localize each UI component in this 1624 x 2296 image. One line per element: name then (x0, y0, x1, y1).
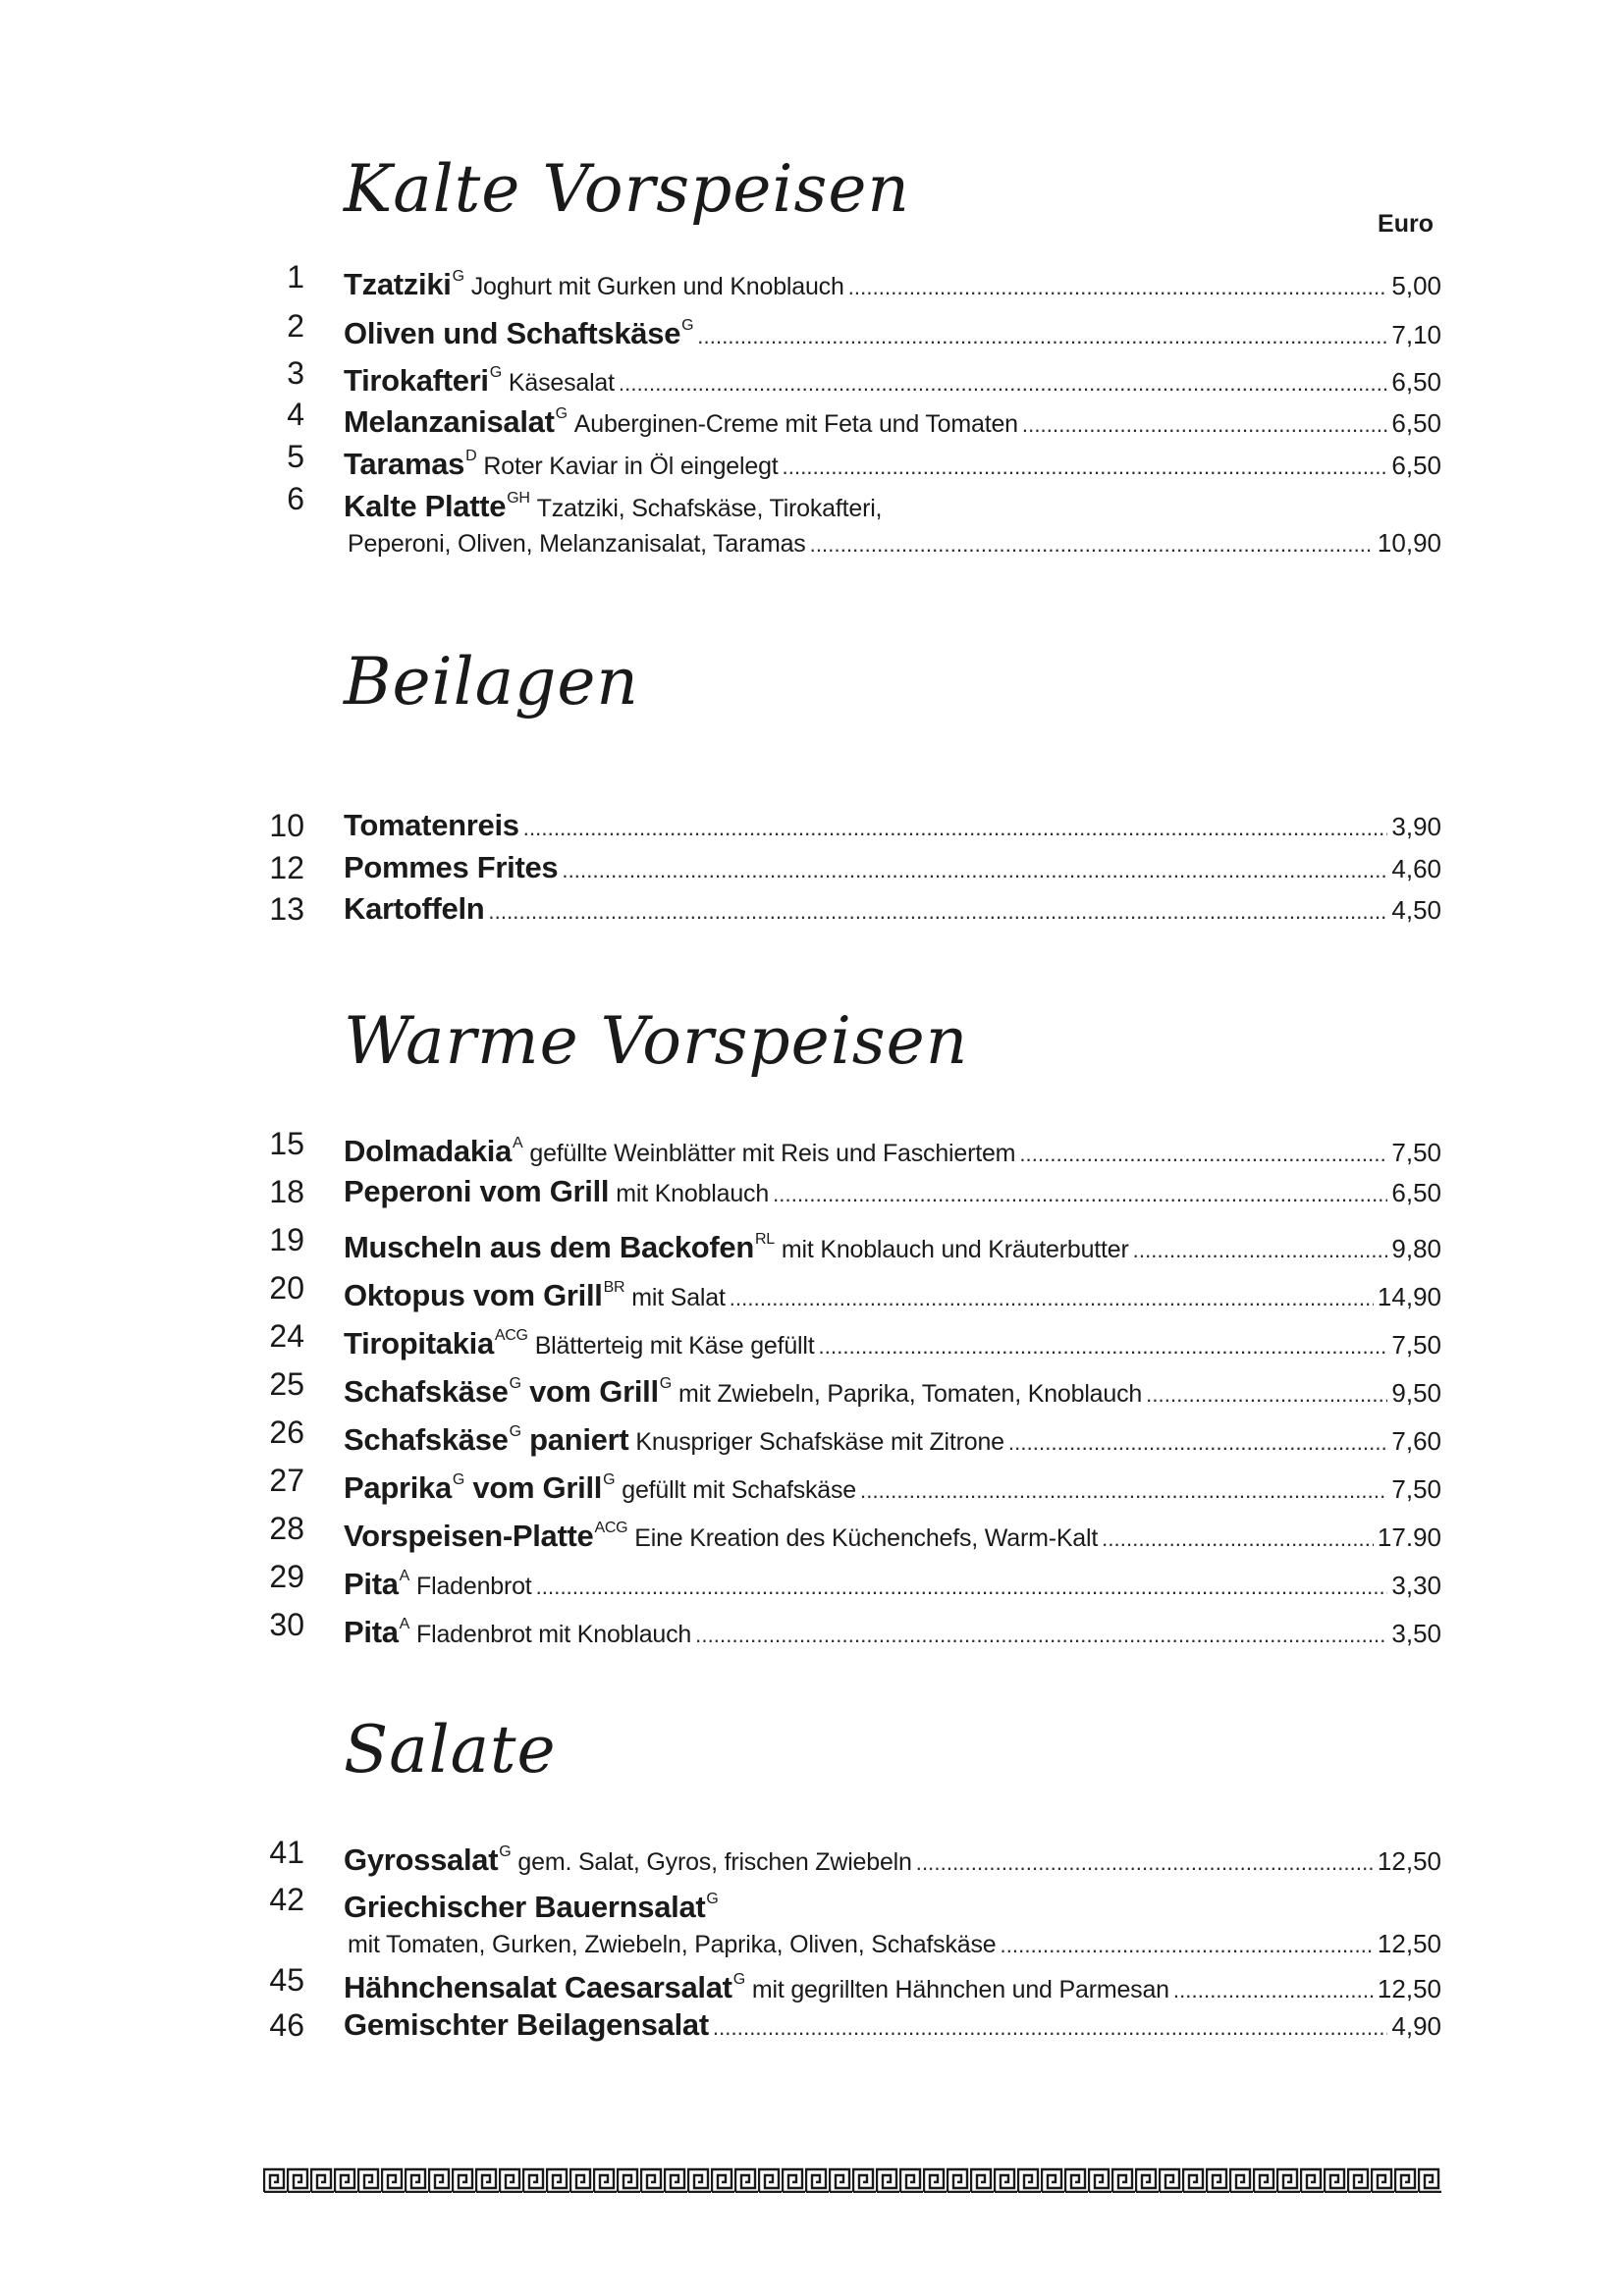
item-row (344, 439, 1441, 485)
item-number: 12 (269, 850, 304, 885)
item-name (344, 397, 568, 440)
item-name-text: Dolmadakia (344, 1134, 513, 1168)
allergen-code: G (732, 1971, 745, 1988)
item-name-text: Pita (344, 1567, 399, 1601)
item-row (344, 1222, 1441, 1268)
item-price: 9,80 (1391, 1234, 1441, 1263)
allergen-code: A (513, 1135, 523, 1151)
dot-leader (916, 1845, 1374, 1881)
item-row (344, 1962, 1441, 2008)
item-name (344, 1463, 615, 1506)
item-number: 6 (287, 481, 304, 516)
section-title-warme-vorspeisen: Warme Vorspeisen (344, 1003, 969, 1079)
allergen-code: G (555, 405, 568, 422)
item-description-continued: mit Tomaten, Gurken, Zwiebeln, Paprika, Oliven, Schafskäse (348, 1931, 997, 1958)
item-name (344, 481, 530, 524)
item-number: 15 (269, 1126, 304, 1161)
item-row (344, 1415, 1441, 1461)
item-number: 46 (269, 2007, 304, 2043)
item-name-text: Tzatziki (344, 267, 452, 301)
item-name-text: Muscheln aus dem Backofen (344, 1230, 755, 1264)
allergen-code: G (452, 268, 464, 285)
item-price: 5,00 (1391, 271, 1441, 300)
item-row (344, 1174, 1441, 1212)
item-description: Joghurt mit Gurken und Knoblauch (470, 273, 844, 300)
item-number: 19 (269, 1222, 304, 1257)
item-name (344, 1962, 745, 2005)
item-name (344, 1222, 775, 1265)
allergen-code: GH (507, 490, 530, 507)
item-name (344, 1318, 528, 1362)
item-number: 30 (269, 1607, 304, 1642)
item-price: 7,50 (1391, 1330, 1441, 1360)
allergen-code: A (399, 1616, 410, 1632)
item-number: 28 (269, 1511, 304, 1546)
allergen-code: G (706, 1891, 719, 1907)
item-name-text: Kartoffeln (344, 891, 485, 926)
item-price: 7,10 (1391, 320, 1441, 349)
section-title-kalte-vorspeisen: Kalte Vorspeisen (344, 151, 910, 227)
dot-leader (1008, 1425, 1388, 1461)
item-row (344, 1463, 1441, 1509)
allergen-code: G (509, 1375, 521, 1392)
item-description: Fladenbrot mit Knoblauch (416, 1621, 692, 1648)
item-description: mit Zwiebeln, Paprika, Tomaten, Knoblauch (677, 1380, 1143, 1408)
item-row (344, 808, 1441, 846)
allergen-code: G (452, 1471, 465, 1488)
item-name (344, 1511, 627, 1554)
item-number: 13 (269, 891, 304, 927)
item-name-text: Tomatenreis (344, 808, 519, 842)
item-name-text: Kalte Platte (344, 489, 507, 523)
item-name (344, 308, 693, 351)
item-name-text: Tiropitakia (344, 1326, 494, 1361)
item-name (344, 1270, 624, 1313)
dot-leader (860, 1473, 1387, 1509)
item-name-text: Vorspeisen-Platte (344, 1519, 594, 1553)
item-description: Auberginen-Creme mit Feta und Tomaten (573, 410, 1018, 438)
item-description: Roter Kaviar in Öl eingelegt (483, 453, 779, 480)
dot-leader (848, 270, 1388, 305)
item-number: 5 (287, 439, 304, 474)
item-description: Käsesalat (508, 369, 615, 397)
item-name-text: Paprika (344, 1470, 452, 1505)
item-name-text: Hähnchensalat Caesarsalat (344, 1970, 732, 2004)
item-row (344, 397, 1441, 443)
item-name (344, 1559, 409, 1602)
allergen-code-2: G (603, 1471, 616, 1488)
item-name (344, 891, 484, 927)
item-price: 3,90 (1391, 812, 1441, 841)
item-price: 10,90 (1377, 528, 1441, 558)
item-price: 4,90 (1391, 2011, 1441, 2041)
item-row (344, 1318, 1441, 1364)
allergen-code: RL (755, 1231, 775, 1248)
item-name (344, 850, 558, 885)
item-price: 4,60 (1391, 854, 1441, 883)
item-price: 17.90 (1377, 1522, 1441, 1552)
allergen-code: BR (603, 1279, 625, 1296)
item-row (344, 1366, 1441, 1413)
item-name (344, 1174, 609, 1209)
dot-leader (1019, 1137, 1387, 1172)
dot-leader (536, 1570, 1388, 1605)
item-row (344, 891, 1441, 930)
item-name-text: Schafskäse (344, 1422, 509, 1457)
item-price: 12,50 (1377, 1846, 1441, 1876)
dot-leader (1102, 1522, 1374, 1557)
dot-leader (713, 2010, 1388, 2046)
item-price: 7,50 (1391, 1474, 1441, 1504)
allergen-code: G (681, 317, 694, 334)
item-name-text-2: vom Grill (529, 1374, 659, 1409)
dot-leader (697, 319, 1387, 354)
item-name-text: Tirokafteri (344, 363, 489, 398)
item-number: 10 (269, 808, 304, 843)
item-description-continued: Peperoni, Oliven, Melanzanisalat, Taramas (348, 530, 806, 558)
item-name (344, 1415, 628, 1458)
dot-leader (1022, 407, 1388, 443)
item-row (344, 1559, 1441, 1605)
item-name (344, 1366, 672, 1410)
dot-leader (1173, 1973, 1374, 2008)
dot-leader (1146, 1377, 1387, 1413)
item-row (344, 259, 1441, 305)
item-row (344, 1511, 1441, 1557)
item-price: 7,50 (1391, 1138, 1441, 1167)
currency-header: Euro (1378, 210, 1434, 238)
item-row-continued (348, 525, 1441, 562)
item-row-continued (348, 1926, 1441, 1963)
item-number: 26 (269, 1415, 304, 1450)
item-name-text: Oliven und Schaftskäse (344, 316, 681, 350)
item-name (344, 2007, 709, 2043)
item-price: 12,50 (1377, 1974, 1441, 2003)
item-name-text: Melanzanisalat (344, 404, 555, 439)
item-number: 18 (269, 1174, 304, 1209)
item-description: Eine Kreation des Küchenchefs, Warm-Kalt (634, 1524, 1099, 1552)
allergen-code: ACG (494, 1327, 528, 1344)
item-name (344, 259, 464, 302)
item-description: mit gegrillten Hähnchen und Parmesan (751, 1976, 1169, 2003)
item-row (344, 1607, 1441, 1653)
item-number: 41 (269, 1835, 304, 1870)
item-name-text: Pita (344, 1615, 399, 1649)
dot-leader (810, 527, 1374, 562)
item-name-text: Oktopus vom Grill (344, 1278, 603, 1312)
dot-leader (819, 1329, 1388, 1364)
item-number: 1 (287, 259, 304, 294)
item-number: 45 (269, 1962, 304, 1998)
item-number: 3 (287, 355, 304, 391)
item-number: 27 (269, 1463, 304, 1498)
dot-leader (783, 450, 1388, 485)
item-name-text-2: paniert (529, 1422, 629, 1457)
item-row (344, 1270, 1441, 1316)
item-name (344, 1607, 409, 1650)
allergen-code: A (399, 1568, 410, 1584)
item-name-text: Pommes Frites (344, 850, 559, 884)
item-name (344, 1882, 719, 1925)
item-number: 42 (269, 1882, 304, 1917)
section-title-salate: Salate (344, 1712, 557, 1788)
item-price: 12,50 (1377, 1929, 1441, 1958)
item-price: 6,50 (1391, 408, 1441, 438)
item-description: Blätterteig mit Käse gefüllt (534, 1332, 815, 1360)
allergen-code-2: G (659, 1375, 672, 1392)
item-row (344, 1835, 1441, 1881)
item-number: 29 (269, 1559, 304, 1594)
item-name-text: Gyrossalat (344, 1842, 499, 1877)
item-row (344, 308, 1441, 354)
item-price: 9,50 (1391, 1378, 1441, 1408)
allergen-code: ACG (594, 1520, 628, 1536)
allergen-code: G (489, 364, 502, 381)
item-price: 4,50 (1391, 895, 1441, 925)
dot-leader (562, 853, 1387, 888)
section-title-beilagen: Beilagen (344, 644, 639, 720)
item-name (344, 355, 502, 399)
item-row (344, 2007, 1441, 2046)
item-number: 4 (287, 397, 304, 432)
item-number: 2 (287, 308, 304, 344)
item-description: mit Knoblauch und Kräuterbutter (781, 1236, 1129, 1263)
item-description: Knuspriger Schafskäse mit Zitrone (635, 1428, 1004, 1456)
item-price: 6,50 (1391, 1178, 1441, 1207)
item-description: mit Knoblauch (616, 1180, 770, 1207)
dot-leader (1000, 1928, 1373, 1963)
allergen-code: G (499, 1843, 512, 1860)
item-price: 7,60 (1391, 1426, 1441, 1456)
item-description: Fladenbrot (416, 1573, 532, 1600)
allergen-code: D (465, 448, 477, 464)
item-name-text: Schafskäse (344, 1374, 509, 1409)
item-row (344, 355, 1441, 401)
item-name-text: Peperoni vom Grill (344, 1174, 610, 1208)
item-name (344, 1126, 522, 1169)
item-name-text: Griechischer Bauernsalat (344, 1890, 706, 1924)
item-row (344, 1882, 1441, 1925)
item-number: 20 (269, 1270, 304, 1306)
dot-leader (730, 1281, 1374, 1316)
item-price: 6,50 (1391, 367, 1441, 397)
item-row (344, 1126, 1441, 1172)
item-price: 14,90 (1377, 1282, 1441, 1311)
item-price: 3,30 (1391, 1571, 1441, 1600)
item-price: 6,50 (1391, 451, 1441, 480)
item-description: mit Salat (631, 1284, 726, 1311)
dot-leader (523, 811, 1388, 846)
item-row (344, 481, 1441, 526)
item-name (344, 808, 519, 843)
item-price: 3,50 (1391, 1619, 1441, 1648)
item-description: gem. Salat, Gyros, frischen Zwiebeln (517, 1848, 912, 1876)
item-name (344, 1835, 511, 1878)
item-number: 25 (269, 1366, 304, 1402)
item-description: gefüllte Weinblätter mit Reis und Faschiertem (529, 1140, 1016, 1167)
item-number: 24 (269, 1318, 304, 1354)
item-name-text: Gemischter Beilagensalat (344, 2007, 709, 2042)
dot-leader (773, 1177, 1387, 1212)
greek-key-border (263, 2167, 1441, 2193)
allergen-code: G (509, 1423, 521, 1440)
item-description: gefüllt mit Schafskäse (622, 1476, 856, 1504)
item-description: Tzatziki, Schafskäse, Tirokafteri, (536, 495, 883, 522)
item-row (344, 850, 1441, 888)
item-name-text-2: vom Grill (472, 1470, 603, 1505)
dot-leader (1133, 1233, 1388, 1268)
dot-leader (488, 894, 1387, 930)
item-name-text: Taramas (344, 447, 465, 481)
item-name (344, 439, 476, 482)
dot-leader (695, 1618, 1387, 1653)
